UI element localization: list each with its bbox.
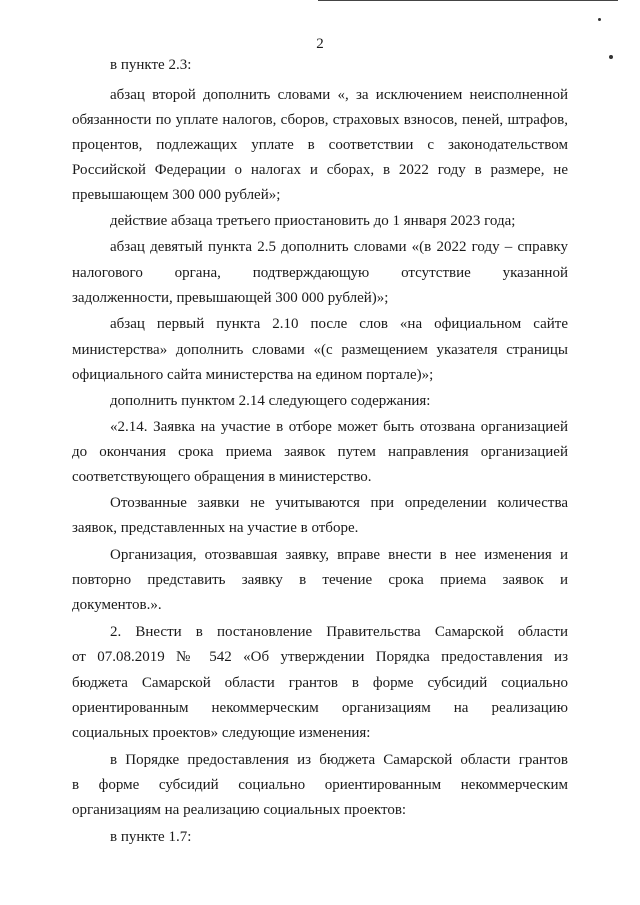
text-line: организациям на реализацию социальных проектов:: [72, 802, 407, 818]
text-line: соответствующего обращения в министерство.: [72, 469, 372, 485]
text-line: от 07.08.2019 № 542 «Об утверждении Порядка предоставления из: [72, 649, 568, 665]
text-line: официального сайта министерства на едином портале)»;: [72, 367, 434, 383]
text-line: абзац второй дополнить словами «, за исключением неисполненной: [110, 87, 568, 103]
text-line: Организация, отозвавшая заявку, вправе внести в нее изменения и: [110, 547, 568, 563]
text-line: Отозванные заявки не учитываются при определении количества: [110, 495, 568, 511]
text-line: обязанности по уплате налогов, сборов, страховых взносов, пеней, штрафов,: [72, 112, 568, 128]
text-line: документов.».: [72, 597, 162, 613]
text-line: Российской Федерации о налогах и сборах, в 2022 году в размере, не: [72, 162, 568, 178]
text-line: до окончания срока приема заявок путем направления организацией: [72, 444, 568, 460]
text-line: задолженности, превышающей 300 000 рублей)»;: [72, 290, 389, 306]
text-line: в Порядке предоставления из бюджета Самарской области грантов: [110, 752, 568, 768]
scan-edge-line: [318, 0, 618, 1]
text-line: ориентированным некоммерческим организациям на реализацию: [72, 700, 568, 716]
text-line: абзац девятый пункта 2.5 дополнить словами «(в 2022 году – справку: [110, 239, 568, 255]
text-line: в пункте 1.7:: [110, 829, 192, 845]
text-line: процентов, подлежащих уплате в соответствии с законодательством: [72, 137, 568, 153]
text-line: 2. Внести в постановление Правительства Самарской области: [110, 624, 568, 640]
scan-speck: [598, 18, 601, 21]
text-line: «2.14. Заявка на участие в отборе может быть отозвана организацией: [110, 419, 568, 435]
text-line: дополнить пунктом 2.14 следующего содержания:: [110, 393, 431, 409]
text-line: налогового органа, подтверждающую отсутствие указанной: [72, 265, 568, 281]
text-line: заявок, представленных на участие в отборе.: [72, 520, 359, 536]
text-line: повторно представить заявку в течение срока приема заявок и: [72, 572, 568, 588]
text-line: министерства» дополнить словами «(с размещением указателя страницы: [72, 342, 568, 358]
text-line: в пункте 2.3:: [110, 57, 192, 73]
text-line: абзац первый пункта 2.10 после слов «на официальном сайте: [110, 316, 568, 332]
text-line: социальных проектов» следующие изменения:: [72, 725, 371, 741]
text-line: в форме субсидий социально ориентированным некоммерческим: [72, 777, 568, 793]
scan-speck: [609, 55, 613, 59]
text-line: бюджета Самарской области грантов в форме субсидий социально: [72, 675, 568, 691]
text-line: действие абзаца третьего приостановить до 1 января 2023 года;: [110, 213, 516, 229]
page-number: 2: [316, 36, 324, 52]
text-line: превышающем 300 000 рублей»;: [72, 187, 281, 203]
